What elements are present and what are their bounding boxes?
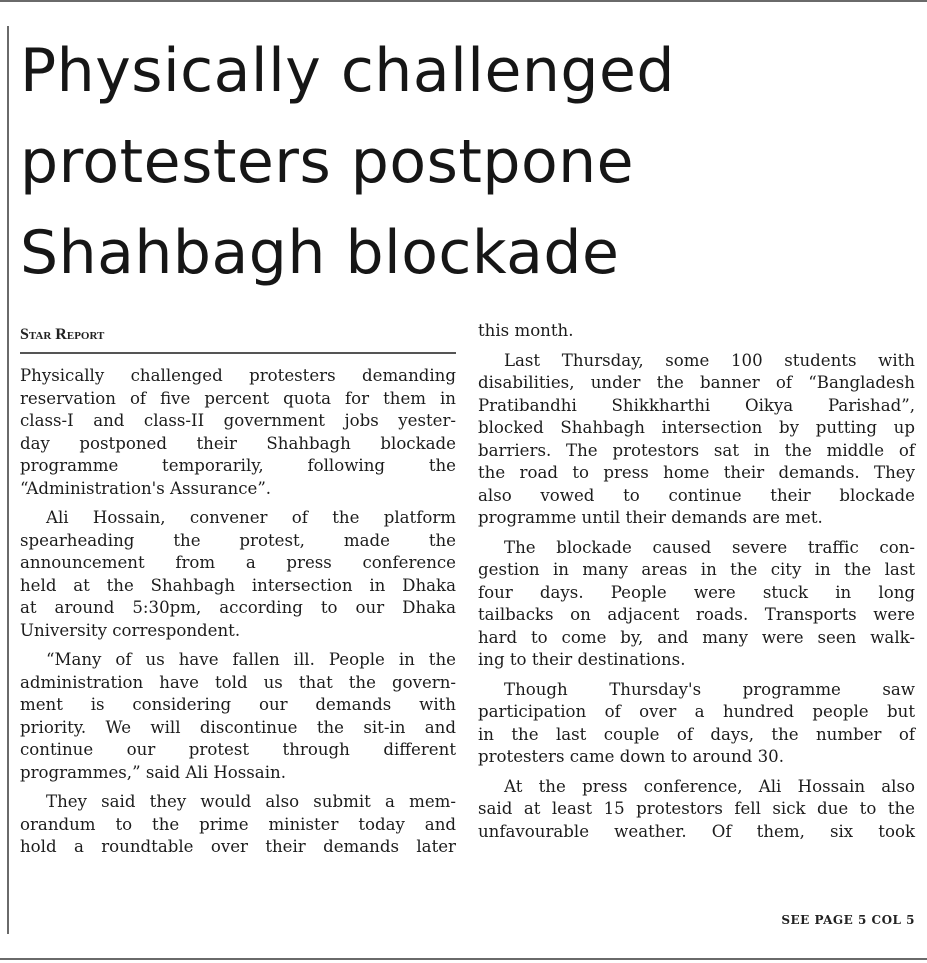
text-line: also vowed to continue their blockade (478, 485, 915, 505)
text-line: Ali Hossain, convener of the platform (46, 508, 456, 527)
text-line: Pratibandhi Shikkharthi Oikya Parishad”, (478, 395, 915, 415)
text-line: protesters came down to around 30. (478, 747, 784, 766)
text-line: continue our protest through different (20, 740, 456, 759)
text-line: held at the Shahbagh intersection in Dhaka (20, 575, 456, 595)
text-line: barriers. The protestors sat in the middle of (478, 440, 915, 460)
text-line: participation of over a hundred people but (478, 702, 915, 721)
paragraph-gap (20, 784, 456, 791)
text-line: tailbacks on adjacent roads. Transports were (478, 605, 915, 624)
text-line: in the last couple of days, the number of (478, 724, 915, 744)
text-line: ing to their destinations. (478, 650, 686, 669)
text-line: The blockade caused severe traffic con- (504, 537, 915, 557)
text-line: four days. People were stuck in long (478, 582, 915, 602)
text-line: gestion in many areas in the city in the last (478, 560, 915, 579)
text-line: programme until their demands are met. (478, 508, 823, 527)
continuation-jump-line: SEE PAGE 5 COL 5 (781, 913, 915, 927)
text-line: at around 5:30pm, according to our Dhaka (20, 598, 456, 617)
left-column-rule (7, 26, 9, 934)
bottom-border-rule (0, 958, 927, 960)
headline-line: Physically challenged (20, 36, 675, 106)
paragraph-gap (20, 642, 456, 649)
headline-line: protesters postpone (20, 127, 635, 197)
text-line: They said they would also submit a mem- (46, 792, 456, 811)
text-line: “Administration's Assurance”. (20, 478, 272, 498)
text-line: Physically challenged protesters demanding (20, 366, 456, 385)
text-line: this month. (478, 321, 574, 340)
byline-underline (20, 352, 456, 354)
text-line: blocked Shahbagh intersection by putting up (478, 418, 915, 437)
article-column-right (478, 320, 915, 843)
byline: Star Report (20, 326, 105, 343)
text-line: priority. We will discontinue the sit-in and (20, 717, 456, 737)
text-line: At the press conference, Ali Hossain also (504, 776, 915, 796)
text-line: hold a roundtable over their demands later (20, 837, 456, 856)
text-line: day postponed their Shahbagh blockade (20, 433, 456, 453)
top-border-rule (0, 0, 927, 2)
text-line: hard to come by, and many were seen walk- (478, 627, 915, 647)
text-line: orandum to the prime minister today and (20, 814, 456, 834)
headline-line: Shahbagh blockade (20, 218, 620, 288)
text-line: administration have told us that the govern- (20, 672, 456, 692)
paragraph-gap (20, 500, 456, 507)
text-line: programmes,” said Ali Hossain. (20, 762, 286, 782)
paragraph-gap (478, 769, 915, 776)
paragraph-gap (478, 672, 915, 679)
text-line: reservation of five percent quota for them in (20, 388, 456, 408)
text-line: said at least 15 protestors fell sick due to the (478, 799, 915, 818)
text-line: Though Thursday's programme saw (504, 679, 915, 699)
text-line: class-I and class-II government jobs yester- (20, 411, 456, 430)
text-line: the road to press home their demands. They (478, 463, 915, 482)
text-line: “Many of us have fallen ill. People in the (46, 650, 456, 669)
text-line: programme temporarily, following the (20, 456, 456, 475)
headline (20, 26, 920, 299)
text-line: spearheading the protest, made the (20, 530, 456, 550)
text-line: Last Thursday, some 100 students with (504, 350, 915, 370)
article-column-left (20, 365, 456, 859)
paragraph-gap (478, 343, 915, 350)
paragraph-gap (478, 530, 915, 537)
text-line: disabilities, under the banner of “Bangladesh (478, 373, 915, 392)
text-line: ment is considering our demands with (20, 695, 456, 714)
text-line: unfavourable weather. Of them, six took (478, 821, 915, 841)
text-line: University correspondent. (20, 620, 241, 640)
text-line: announcement from a press conference (20, 553, 456, 572)
